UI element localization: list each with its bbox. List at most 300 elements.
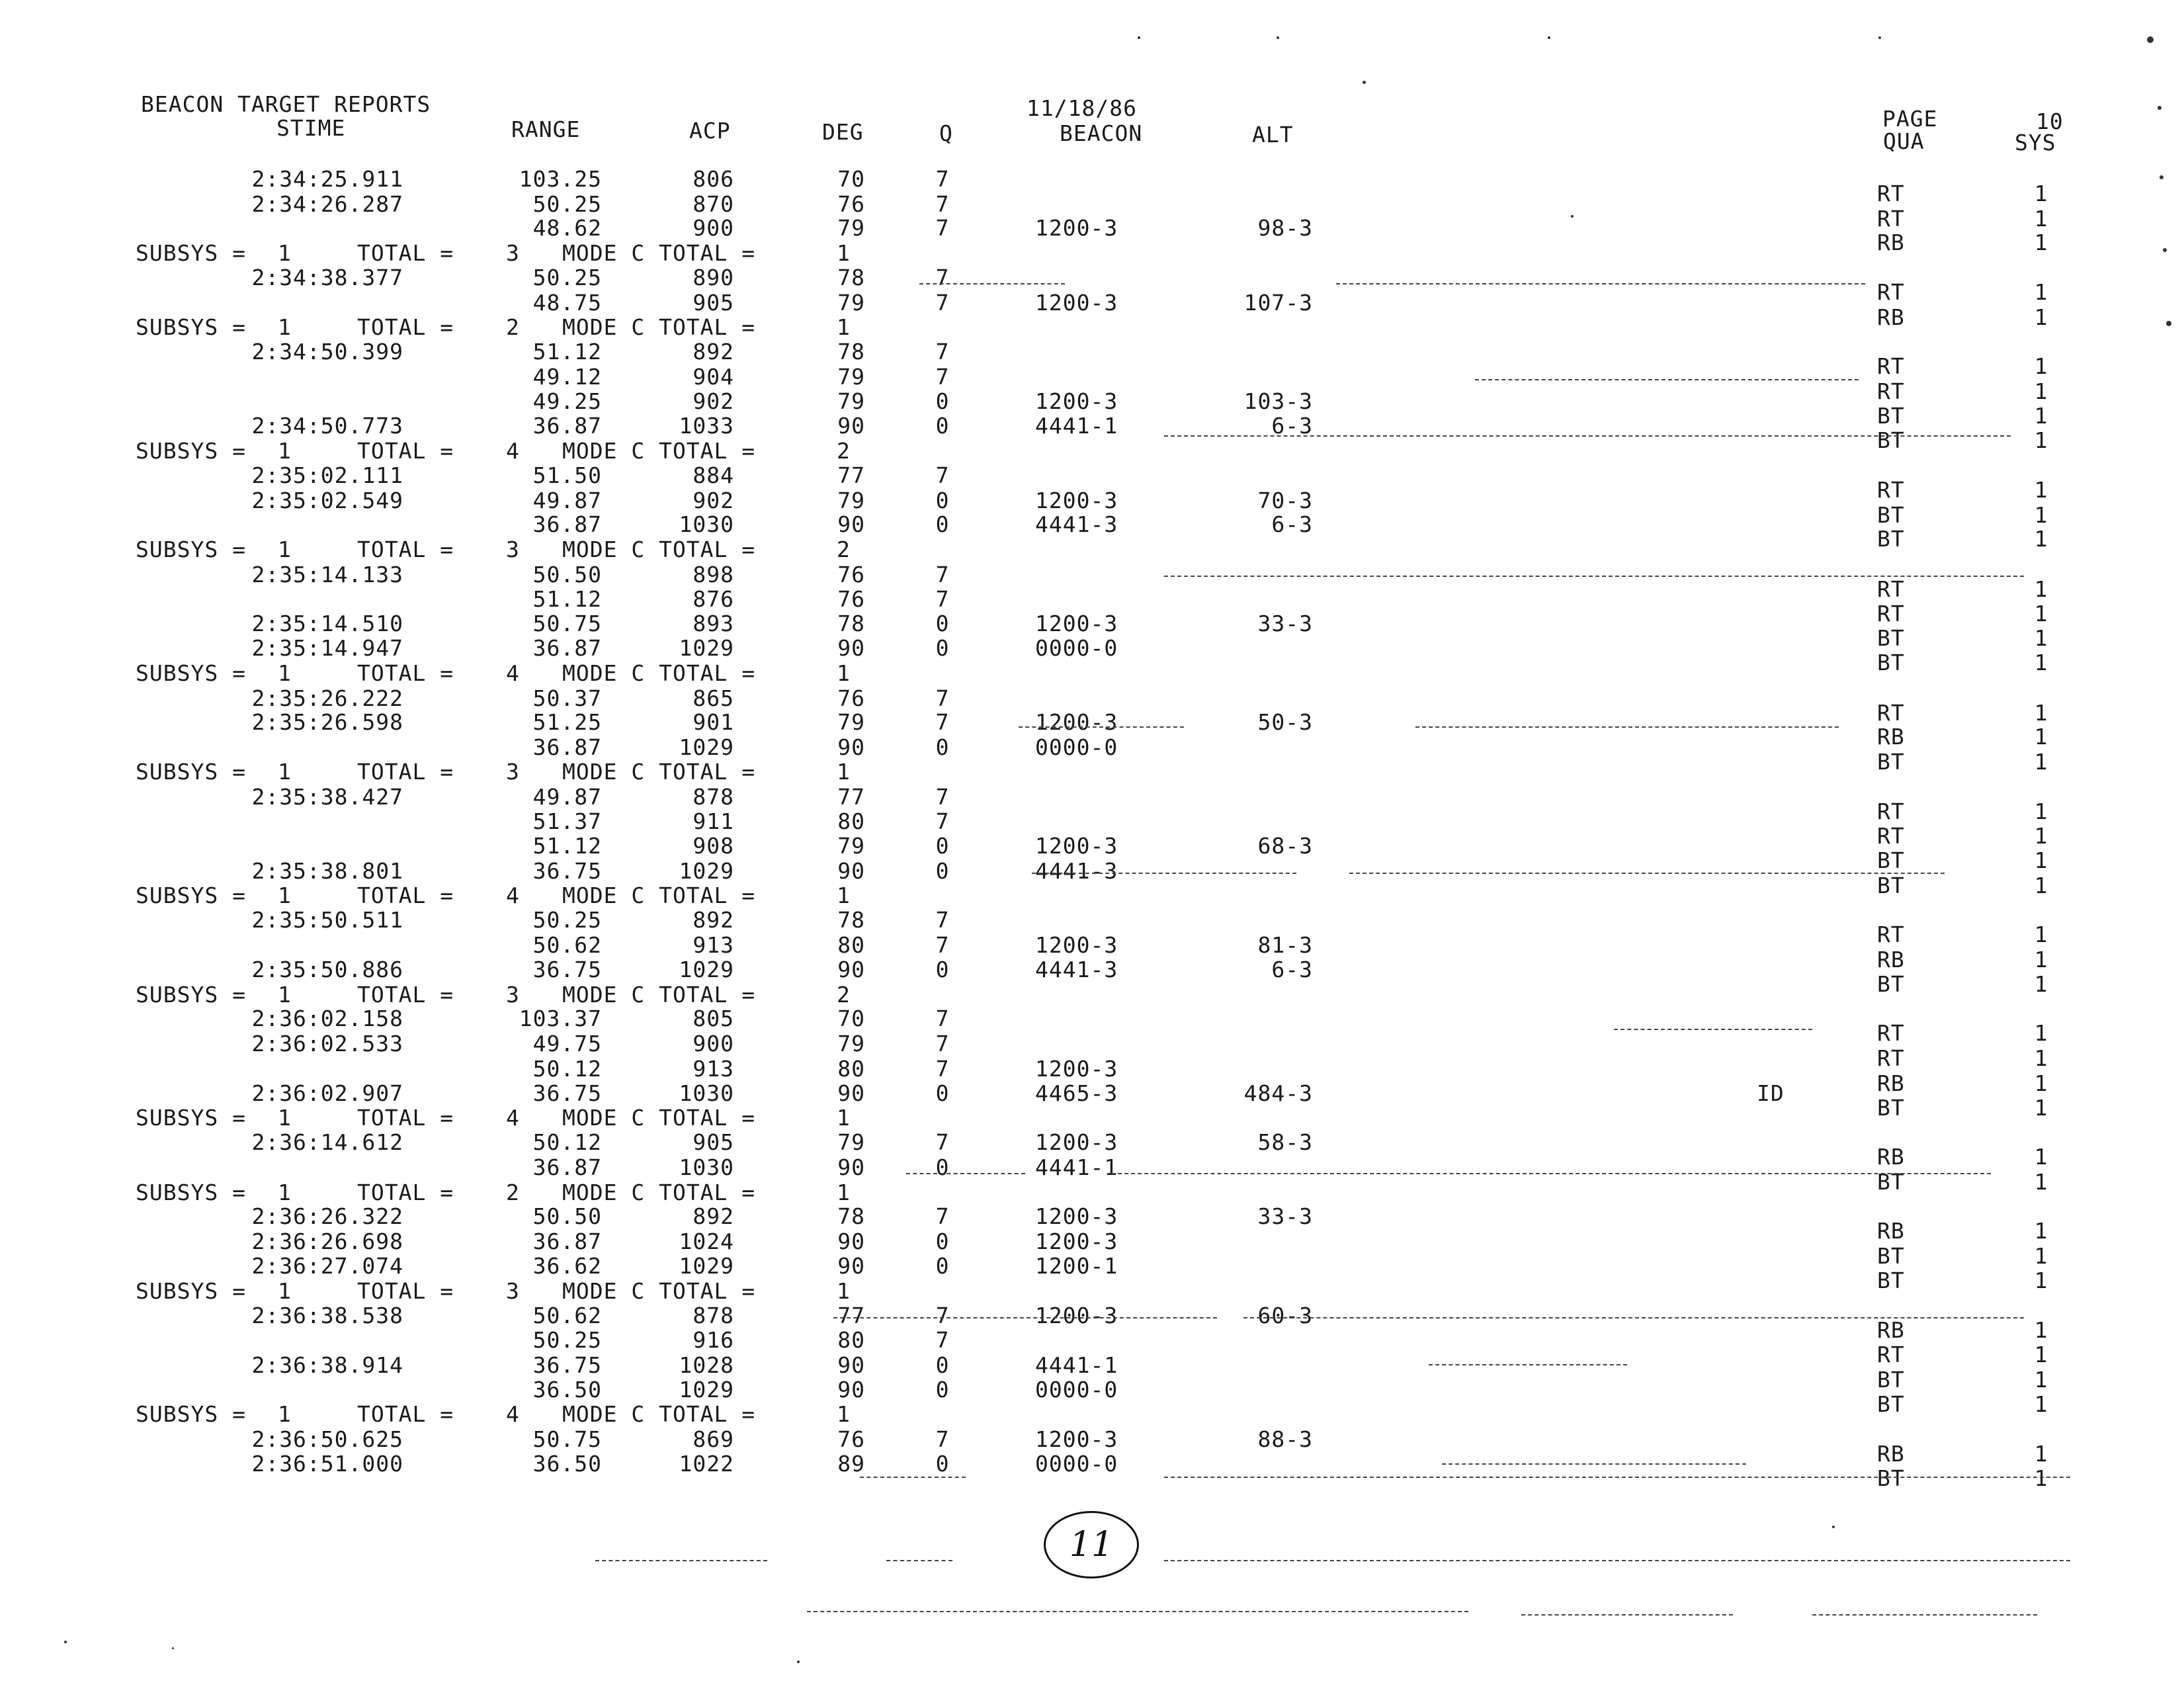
cell-q: 0 xyxy=(935,858,950,884)
column-header-stime: STIME xyxy=(276,115,346,141)
cell-range: 36.87 xyxy=(532,1229,602,1254)
cell-sys: 1 xyxy=(2034,181,2048,206)
cell-acp: 1033 xyxy=(679,413,734,439)
scan-speck xyxy=(1571,215,1574,218)
cell-acp: 1028 xyxy=(679,1352,734,1378)
cell-range: 50.25 xyxy=(532,191,602,217)
cell-beacon: 1200-3 xyxy=(1035,611,1118,636)
cell-stime: 2:34:26.287 xyxy=(251,191,403,217)
cell-id: ID xyxy=(1757,1080,1785,1106)
cell-q: 0 xyxy=(935,1451,950,1477)
cell-deg: 78 xyxy=(837,339,865,365)
cell-qua: RB xyxy=(1877,1317,1905,1343)
cell-qua: RB xyxy=(1877,1218,1905,1244)
cell-stime: 2:35:14.510 xyxy=(251,611,403,636)
total-value: 3 xyxy=(506,982,520,1008)
scan-streak xyxy=(906,1173,1025,1174)
mode-c-total-label: MODE C TOTAL = xyxy=(562,982,756,1008)
cell-acp: 905 xyxy=(693,1129,734,1155)
cell-stime: 2:36:02.158 xyxy=(251,1006,403,1031)
scan-streak xyxy=(833,1317,1217,1318)
cell-alt: 50-3 xyxy=(1257,709,1313,735)
total-value: 2 xyxy=(506,314,520,340)
cell-acp: 878 xyxy=(693,1303,734,1328)
cell-acp: 916 xyxy=(693,1327,734,1353)
scan-streak xyxy=(1415,726,1839,728)
cell-acp: 901 xyxy=(693,709,734,735)
scan-streak xyxy=(1812,1614,2037,1616)
subsys-label: SUBSYS = xyxy=(136,1180,246,1205)
scan-speck xyxy=(172,1647,174,1649)
cell-q: 0 xyxy=(935,957,950,982)
scan-streak xyxy=(1429,1364,1627,1365)
cell-deg: 76 xyxy=(837,685,865,711)
cell-sys: 1 xyxy=(2034,1317,2048,1343)
total-value: 4 xyxy=(506,883,520,908)
cell-deg: 90 xyxy=(837,957,865,982)
cell-deg: 90 xyxy=(837,1080,865,1106)
cell-qua: RT xyxy=(1877,823,1905,849)
total-label: TOTAL = xyxy=(357,1180,454,1205)
cell-q: 7 xyxy=(935,586,950,612)
total-label: TOTAL = xyxy=(357,314,454,340)
total-value: 3 xyxy=(506,1278,520,1304)
cell-deg: 77 xyxy=(837,1303,865,1328)
cell-acp: 865 xyxy=(693,685,734,711)
mode-c-total-value: 1 xyxy=(837,883,851,908)
cell-q: 0 xyxy=(935,413,950,439)
cell-deg: 80 xyxy=(837,932,865,958)
cell-acp: 908 xyxy=(693,833,734,859)
cell-qua: RB xyxy=(1877,230,1905,255)
cell-sys: 1 xyxy=(2034,971,2048,997)
cell-acp: 900 xyxy=(693,1031,734,1057)
cell-qua: RT xyxy=(1877,601,1905,626)
cell-qua: BT xyxy=(1877,1095,1905,1121)
cell-range: 49.12 xyxy=(532,364,602,390)
cell-q: 7 xyxy=(935,166,950,192)
total-value: 3 xyxy=(506,240,520,266)
cell-deg: 79 xyxy=(837,388,865,414)
cell-beacon: 1200-3 xyxy=(1035,1129,1118,1155)
cell-acp: 1024 xyxy=(679,1229,734,1254)
cell-range: 50.25 xyxy=(532,1327,602,1353)
subsys-label: SUBSYS = xyxy=(136,1278,246,1304)
cell-qua: RT xyxy=(1877,206,1905,232)
subsys-label: SUBSYS = xyxy=(136,883,246,908)
cell-alt: 88-3 xyxy=(1257,1426,1313,1452)
subsys-value: 1 xyxy=(278,240,292,266)
cell-sys: 1 xyxy=(2034,947,2048,972)
cell-range: 50.62 xyxy=(532,932,602,958)
cell-sys: 1 xyxy=(2034,502,2048,528)
cell-beacon: 1200-3 xyxy=(1035,1426,1118,1452)
scan-speck xyxy=(1138,36,1140,39)
cell-deg: 90 xyxy=(837,1377,865,1402)
cell-acp: 878 xyxy=(693,784,734,810)
subsys-value: 1 xyxy=(278,438,292,464)
column-header-q: Q xyxy=(939,120,953,146)
cell-range: 49.87 xyxy=(532,784,602,810)
cell-sys: 1 xyxy=(2034,922,2048,947)
cell-acp: 892 xyxy=(693,1203,734,1229)
subsys-value: 1 xyxy=(278,537,292,562)
page-number: 10 xyxy=(2036,108,2064,134)
cell-deg: 90 xyxy=(837,1229,865,1254)
cell-beacon: 0000-0 xyxy=(1035,734,1118,760)
cell-sys: 1 xyxy=(2034,798,2048,824)
cell-q: 0 xyxy=(935,1352,950,1378)
cell-qua: RT xyxy=(1877,576,1905,602)
subsys-label: SUBSYS = xyxy=(136,1401,246,1427)
cell-range: 49.25 xyxy=(532,388,602,414)
cell-range: 36.75 xyxy=(532,957,602,982)
total-value: 4 xyxy=(506,438,520,464)
cell-range: 36.75 xyxy=(532,858,602,884)
cell-qua: RB xyxy=(1877,304,1905,330)
cell-range: 36.75 xyxy=(532,1352,602,1378)
cell-range: 49.75 xyxy=(532,1031,602,1057)
subsys-value: 1 xyxy=(278,1278,292,1304)
cell-deg: 89 xyxy=(837,1451,865,1477)
total-label: TOTAL = xyxy=(357,883,454,908)
cell-qua: BT xyxy=(1877,650,1905,675)
cell-beacon: 4441-3 xyxy=(1035,511,1118,537)
cell-acp: 1029 xyxy=(679,858,734,884)
cell-range: 48.62 xyxy=(532,215,602,241)
cell-range: 51.37 xyxy=(532,808,602,834)
mode-c-total-value: 1 xyxy=(837,1180,851,1205)
cell-deg: 90 xyxy=(837,1253,865,1279)
subsys-label: SUBSYS = xyxy=(136,438,246,464)
handwritten-page-number: 11 xyxy=(1044,1511,1139,1578)
cell-q: 7 xyxy=(935,907,950,933)
cell-q: 7 xyxy=(935,562,950,587)
cell-acp: 898 xyxy=(693,562,734,587)
cell-sys: 1 xyxy=(2034,230,2048,255)
cell-q: 7 xyxy=(935,1031,950,1057)
mode-c-total-value: 1 xyxy=(837,759,851,785)
scan-streak xyxy=(1521,1614,1733,1616)
column-header-qua: QUA xyxy=(1883,128,1925,154)
scan-streak xyxy=(807,1611,1468,1612)
column-header-deg: DEG xyxy=(822,119,864,145)
cell-range: 36.87 xyxy=(532,1154,602,1180)
cell-alt: 484-3 xyxy=(1243,1080,1313,1106)
scan-speck xyxy=(1277,36,1279,39)
cell-qua: BT xyxy=(1877,403,1905,429)
cell-qua: BT xyxy=(1877,971,1905,997)
cell-beacon: 1200-3 xyxy=(1035,1303,1118,1328)
report-date: 11/18/86 xyxy=(1027,95,1137,121)
cell-stime: 2:35:50.511 xyxy=(251,907,403,933)
scan-speck xyxy=(2163,248,2167,252)
scan-speck xyxy=(2166,321,2171,326)
cell-deg: 80 xyxy=(837,1056,865,1082)
cell-beacon: 1200-3 xyxy=(1035,290,1118,316)
scan-speck xyxy=(797,1661,800,1663)
cell-stime: 2:34:38.377 xyxy=(251,265,403,290)
cell-beacon: 1200-3 xyxy=(1035,1056,1118,1082)
cell-q: 0 xyxy=(935,1229,950,1254)
report-title: BEACON TARGET REPORTS xyxy=(141,91,431,117)
scan-streak xyxy=(1032,873,1296,874)
cell-q: 7 xyxy=(935,1303,950,1328)
cell-q: 0 xyxy=(935,734,950,760)
mode-c-total-label: MODE C TOTAL = xyxy=(562,314,756,340)
cell-alt: 6-3 xyxy=(1271,957,1313,982)
cell-acp: 905 xyxy=(693,290,734,316)
cell-beacon: 4465-3 xyxy=(1035,1080,1118,1106)
cell-deg: 76 xyxy=(837,562,865,587)
cell-qua: BT xyxy=(1877,526,1905,552)
scan-speck xyxy=(1363,81,1366,84)
cell-q: 7 xyxy=(935,1129,950,1155)
mode-c-total-label: MODE C TOTAL = xyxy=(562,883,756,908)
cell-acp: 1029 xyxy=(679,635,734,661)
cell-beacon: 1200-3 xyxy=(1035,1203,1118,1229)
cell-q: 0 xyxy=(935,488,950,513)
cell-acp: 870 xyxy=(693,191,734,217)
cell-beacon: 4441-3 xyxy=(1035,957,1118,982)
cell-q: 7 xyxy=(935,265,950,290)
cell-alt: 103-3 xyxy=(1243,388,1313,414)
scan-speck xyxy=(64,1641,67,1643)
cell-stime: 2:34:50.399 xyxy=(251,339,403,365)
cell-q: 7 xyxy=(935,784,950,810)
subsys-value: 1 xyxy=(278,1105,292,1131)
cell-qua: RT xyxy=(1877,1020,1905,1046)
column-header-acp: ACP xyxy=(689,118,731,144)
cell-acp: 1029 xyxy=(679,734,734,760)
cell-qua: BT xyxy=(1877,1391,1905,1417)
cell-range: 50.75 xyxy=(532,1426,602,1452)
subsys-value: 1 xyxy=(278,883,292,908)
cell-range: 36.87 xyxy=(532,635,602,661)
cell-q: 0 xyxy=(935,1080,950,1106)
scan-streak xyxy=(1614,1029,1812,1030)
cell-qua: BT xyxy=(1877,502,1905,528)
cell-range: 51.12 xyxy=(532,833,602,859)
cell-sys: 1 xyxy=(2034,279,2048,305)
cell-qua: BT xyxy=(1877,427,1905,453)
cell-stime: 2:35:26.222 xyxy=(251,685,403,711)
mode-c-total-label: MODE C TOTAL = xyxy=(562,1105,756,1131)
subsys-value: 1 xyxy=(278,1180,292,1205)
cell-acp: 805 xyxy=(693,1006,734,1031)
cell-q: 7 xyxy=(935,364,950,390)
cell-beacon: 1200-3 xyxy=(1035,709,1118,735)
subsys-value: 1 xyxy=(278,660,292,686)
cell-sys: 1 xyxy=(2034,1342,2048,1367)
scan-streak xyxy=(919,283,1065,284)
column-header-range: RANGE xyxy=(511,116,581,142)
scan-speck xyxy=(2160,175,2163,179)
cell-sys: 1 xyxy=(2034,873,2048,898)
cell-range: 50.75 xyxy=(532,611,602,636)
cell-deg: 90 xyxy=(837,635,865,661)
scan-streak xyxy=(1164,1560,2070,1561)
cell-range: 50.25 xyxy=(532,907,602,933)
cell-qua: RT xyxy=(1877,798,1905,824)
cell-stime: 2:35:14.947 xyxy=(251,635,403,661)
total-value: 3 xyxy=(506,537,520,562)
cell-qua: BT xyxy=(1877,1268,1905,1293)
cell-stime: 2:36:38.538 xyxy=(251,1303,403,1328)
cell-q: 0 xyxy=(935,635,950,661)
cell-sys: 1 xyxy=(2034,206,2048,232)
cell-stime: 2:36:02.533 xyxy=(251,1031,403,1057)
cell-stime: 2:35:26.598 xyxy=(251,709,403,735)
cell-sys: 1 xyxy=(2034,1045,2048,1071)
mode-c-total-value: 1 xyxy=(837,660,851,686)
scan-speck xyxy=(1878,36,1881,39)
mode-c-total-label: MODE C TOTAL = xyxy=(562,759,756,785)
mode-c-total-label: MODE C TOTAL = xyxy=(562,660,756,686)
cell-range: 50.62 xyxy=(532,1303,602,1328)
cell-deg: 78 xyxy=(837,1203,865,1229)
total-label: TOTAL = xyxy=(357,660,454,686)
cell-range: 51.12 xyxy=(532,586,602,612)
cell-qua: RT xyxy=(1877,1045,1905,1071)
total-label: TOTAL = xyxy=(357,982,454,1008)
cell-sys: 1 xyxy=(2034,1391,2048,1417)
cell-q: 7 xyxy=(935,1327,950,1353)
cell-qua: RB xyxy=(1877,1441,1905,1467)
total-label: TOTAL = xyxy=(357,240,454,266)
cell-sys: 1 xyxy=(2034,601,2048,626)
subsys-label: SUBSYS = xyxy=(136,759,246,785)
mode-c-total-label: MODE C TOTAL = xyxy=(562,1180,756,1205)
cell-q: 7 xyxy=(935,808,950,834)
cell-q: 7 xyxy=(935,932,950,958)
cell-stime: 2:36:50.625 xyxy=(251,1426,403,1452)
cell-deg: 90 xyxy=(837,858,865,884)
cell-deg: 79 xyxy=(837,215,865,241)
cell-acp: 892 xyxy=(693,907,734,933)
cell-beacon: 1200-3 xyxy=(1035,1229,1118,1254)
cell-qua: BT xyxy=(1877,625,1905,651)
cell-range: 51.25 xyxy=(532,709,602,735)
cell-qua: RT xyxy=(1877,378,1905,404)
cell-stime: 2:35:02.111 xyxy=(251,462,403,488)
cell-stime: 2:34:50.773 xyxy=(251,413,403,439)
cell-sys: 1 xyxy=(2034,1218,2048,1244)
cell-deg: 77 xyxy=(837,784,865,810)
cell-sys: 1 xyxy=(2034,1095,2048,1121)
cell-deg: 79 xyxy=(837,488,865,513)
scan-streak xyxy=(1164,435,2011,437)
cell-acp: 1029 xyxy=(679,1253,734,1279)
cell-alt: 107-3 xyxy=(1243,290,1313,316)
mode-c-total-label: MODE C TOTAL = xyxy=(562,438,756,464)
cell-q: 0 xyxy=(935,1377,950,1402)
cell-q: 7 xyxy=(935,1006,950,1031)
cell-qua: BT xyxy=(1877,847,1905,873)
cell-sys: 1 xyxy=(2034,378,2048,404)
cell-deg: 79 xyxy=(837,1129,865,1155)
total-value: 4 xyxy=(506,1105,520,1131)
total-value: 2 xyxy=(506,1180,520,1205)
cell-alt: 58-3 xyxy=(1257,1129,1313,1155)
cell-qua: RT xyxy=(1877,922,1905,947)
cell-q: 7 xyxy=(935,685,950,711)
subsys-label: SUBSYS = xyxy=(136,982,246,1008)
scan-speck xyxy=(1548,36,1550,39)
cell-acp: 1029 xyxy=(679,957,734,982)
cell-stime: 2:36:26.322 xyxy=(251,1203,403,1229)
cell-q: 0 xyxy=(935,611,950,636)
page-label: PAGE xyxy=(1882,106,1938,132)
cell-deg: 79 xyxy=(837,709,865,735)
cell-stime: 2:34:25.911 xyxy=(251,166,403,192)
column-header-beacon: BEACON xyxy=(1060,120,1143,146)
cell-acp: 1030 xyxy=(679,1154,734,1180)
cell-range: 48.75 xyxy=(532,290,602,316)
total-label: TOTAL = xyxy=(357,537,454,562)
cell-alt: 6-3 xyxy=(1271,511,1313,537)
total-value: 4 xyxy=(506,660,520,686)
cell-deg: 78 xyxy=(837,611,865,636)
mode-c-total-value: 1 xyxy=(837,240,851,266)
cell-alt: 60-3 xyxy=(1257,1303,1313,1328)
cell-alt: 98-3 xyxy=(1257,215,1313,241)
cell-sys: 1 xyxy=(2034,1169,2048,1195)
cell-sys: 1 xyxy=(2034,576,2048,602)
cell-acp: 902 xyxy=(693,488,734,513)
cell-stime: 2:35:50.886 xyxy=(251,957,403,982)
cell-acp: 869 xyxy=(693,1426,734,1452)
mode-c-total-value: 1 xyxy=(837,1401,851,1427)
mode-c-total-label: MODE C TOTAL = xyxy=(562,537,756,562)
cell-sys: 1 xyxy=(2034,1243,2048,1269)
mode-c-total-value: 2 xyxy=(837,438,851,464)
cell-beacon: 0000-0 xyxy=(1035,1451,1118,1477)
mode-c-total-value: 1 xyxy=(837,1105,851,1131)
cell-deg: 90 xyxy=(837,734,865,760)
mode-c-total-label: MODE C TOTAL = xyxy=(562,1278,756,1304)
cell-beacon: 1200-1 xyxy=(1035,1253,1118,1279)
cell-qua: RB xyxy=(1877,724,1905,750)
cell-beacon: 4441-1 xyxy=(1035,1154,1118,1180)
subsys-value: 1 xyxy=(278,759,292,785)
cell-stime: 2:35:38.801 xyxy=(251,858,403,884)
cell-qua: RT xyxy=(1877,477,1905,503)
cell-sys: 1 xyxy=(2034,1020,2048,1046)
cell-stime: 2:35:02.549 xyxy=(251,488,403,513)
cell-deg: 90 xyxy=(837,511,865,537)
cell-range: 36.50 xyxy=(532,1451,602,1477)
cell-deg: 79 xyxy=(837,1031,865,1057)
cell-alt: 33-3 xyxy=(1257,611,1313,636)
cell-alt: 33-3 xyxy=(1257,1203,1313,1229)
scan-streak xyxy=(1349,873,1945,874)
cell-alt: 6-3 xyxy=(1271,413,1313,439)
cell-sys: 1 xyxy=(2034,749,2048,775)
cell-q: 7 xyxy=(935,339,950,365)
cell-alt: 68-3 xyxy=(1257,833,1313,859)
total-label: TOTAL = xyxy=(357,1278,454,1304)
cell-deg: 76 xyxy=(837,1426,865,1452)
cell-qua: RT xyxy=(1877,181,1905,206)
scan-streak xyxy=(1442,1463,1746,1465)
cell-range: 36.87 xyxy=(532,511,602,537)
cell-sys: 1 xyxy=(2034,1465,2048,1491)
cell-qua: BT xyxy=(1877,749,1905,775)
cell-range: 36.62 xyxy=(532,1253,602,1279)
total-value: 3 xyxy=(506,759,520,785)
cell-sys: 1 xyxy=(2034,427,2048,453)
